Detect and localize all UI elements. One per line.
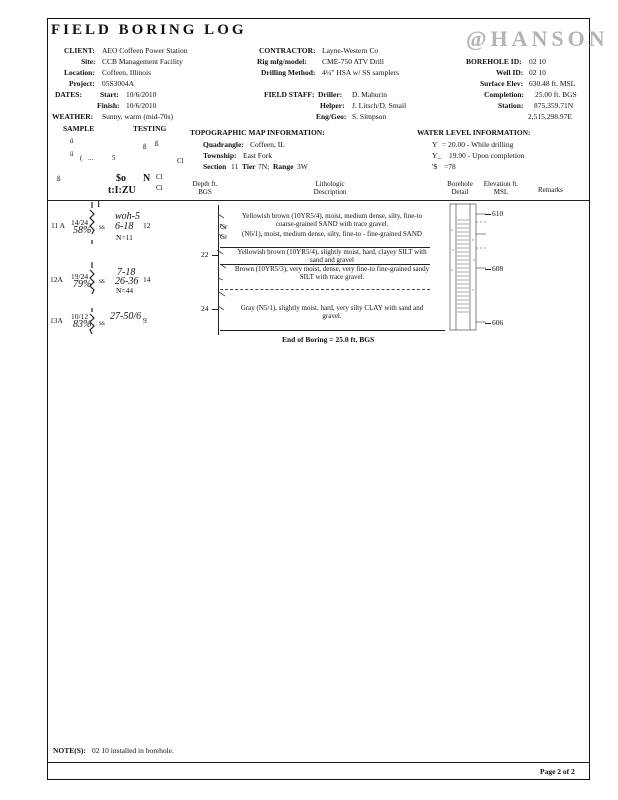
- n-value: N=44: [116, 286, 134, 295]
- water-symbol: Y_: [432, 151, 442, 160]
- lithologic-column-header: Lithologic Description: [313, 180, 347, 196]
- page-title: FIELD BORING LOG: [51, 22, 247, 38]
- sample-glyph: ß: [57, 175, 61, 183]
- contractor-label: CONTRACTOR:: [259, 46, 316, 55]
- page-number: Page 2 of 2: [540, 767, 575, 776]
- sample-glyph: N: [143, 173, 151, 184]
- n-value: N=11: [116, 233, 133, 242]
- township-label: Township:: [203, 151, 237, 160]
- borehole-detail-graphic: [440, 200, 488, 332]
- sample-type: ss: [99, 222, 105, 231]
- sample-glyph: Cl: [156, 173, 163, 181]
- surface-elev-value: 630.48 ft. MSL: [529, 79, 576, 88]
- water-level-text: =78: [444, 162, 456, 171]
- log-header-divider: [48, 200, 589, 201]
- field-staff-label: FIELD STAFF:: [264, 90, 315, 99]
- finish-label: Finish:: [97, 101, 120, 110]
- sample-glyph: ß: [143, 143, 147, 151]
- water-level-text: = 20.00 - While drilling: [442, 140, 514, 149]
- remarks-column-header: Remarks: [538, 186, 563, 194]
- sample-glyph: ü: [70, 150, 74, 158]
- range-label: Range: [273, 162, 294, 171]
- elevation-tick: [485, 323, 491, 324]
- sample-recovery: 19/24: [71, 272, 89, 281]
- station-value: 875,359.71N: [534, 101, 574, 110]
- station-value-east: 2,515,298.97E: [528, 112, 572, 121]
- elevation-column-header: Elevation ft. MSL: [483, 180, 519, 196]
- completion-value: 25.00 ft. BGS: [535, 90, 577, 99]
- depth-mark: 24: [201, 304, 209, 313]
- eng-label: Eng/Geo:: [316, 112, 347, 121]
- sample-recovery: 10/12: [71, 312, 89, 321]
- lithology-description: Gray (N5/1), slightly moist, hard, very silty CLAY with sand and gravel.: [240, 304, 424, 321]
- blow-counts: 6-18: [115, 221, 134, 232]
- range-value: 3W: [297, 162, 308, 171]
- dates-label: DATES:: [55, 90, 82, 99]
- sample-glyph: I: [97, 199, 101, 210]
- depth-column-header: Depth ft. BGS: [192, 180, 218, 196]
- borehole-id-label: BOREHOLE ID:: [466, 57, 522, 66]
- sample-glyph: 5: [112, 154, 116, 162]
- sample-glyph: ...: [88, 154, 94, 162]
- pid-value: 12: [143, 221, 151, 230]
- sample-glyph: $o: [116, 173, 126, 184]
- quadrangle-label: Quadrangle:: [203, 140, 244, 149]
- blow-counts: 27-50/6: [110, 311, 142, 322]
- start-label: Start:: [100, 90, 119, 99]
- contractor-value: Layne-Western Co: [322, 46, 379, 55]
- driller-value: D. Mahurin: [352, 90, 387, 99]
- pid-value: 9: [143, 316, 147, 325]
- sample-id: 12A: [50, 275, 63, 284]
- site-value: CCB Management Facility: [102, 57, 183, 66]
- well-id-value: 02 10: [529, 68, 546, 77]
- eng-value: S. Simpson: [352, 112, 387, 121]
- lithology-code: Gr: [220, 233, 228, 241]
- water-symbol: '$: [432, 162, 438, 171]
- footer-divider: [48, 762, 589, 763]
- quadrangle-value: Coffeen, IL: [250, 140, 285, 149]
- borehole-id-value: 02 10: [529, 57, 546, 66]
- location-label: Location:: [64, 68, 95, 77]
- sample-percent: 58%: [73, 225, 92, 236]
- blow-counts: woh-5: [115, 211, 140, 222]
- sample-percent: 83%: [73, 319, 92, 330]
- tier-value: 7N;: [258, 162, 270, 171]
- well-id-label: Well ID:: [496, 68, 524, 77]
- strata-boundary: [220, 289, 430, 290]
- surface-elev-label: Surface Elev:: [480, 79, 524, 88]
- water-level-header: WATER LEVEL INFORMATION:: [417, 128, 531, 137]
- method-value: 4¼" HSA w/ SS samplers: [322, 68, 400, 77]
- strata-boundary: [220, 330, 445, 331]
- township-value: East Fork: [243, 151, 272, 160]
- completion-label: Completion:: [484, 90, 524, 99]
- elevation-mark: 610: [492, 209, 504, 218]
- end-of-boring: End of Boring = 25.0 ft. BGS: [282, 335, 375, 344]
- company-logo: @HANSON: [466, 26, 609, 51]
- elevation-mark: 606: [492, 318, 504, 327]
- sample-id: 13A: [50, 316, 63, 325]
- lithology-pattern: [214, 210, 238, 330]
- notes-label: NOTE(S):: [53, 746, 86, 755]
- site-label: Site:: [81, 57, 96, 66]
- sample-type: ss: [99, 276, 105, 285]
- sample-recovery: 14/24: [71, 218, 89, 227]
- sample-glyph: t:I:ZU: [108, 185, 136, 196]
- sample-percent: 79%: [73, 279, 92, 290]
- helper-label: Helper:: [320, 101, 345, 110]
- client-label: CLIENT:: [64, 46, 95, 55]
- section-label: Section: [203, 162, 227, 171]
- topo-header: TOPOGRAPHIC MAP INFORMATION:: [190, 128, 325, 137]
- water-level-text: 19.90 - Upon completion: [449, 151, 525, 160]
- rig-value: CME-750 ATV Drill: [322, 57, 384, 66]
- client-value: AEO Coffeen Power Station: [102, 46, 188, 55]
- elevation-tick: [485, 214, 491, 215]
- notes-text: 02 10 installed in borehole.: [92, 746, 174, 755]
- depth-mark: 22: [201, 250, 209, 259]
- sample-glyph: Cl: [156, 184, 163, 192]
- blow-counts: 26-36: [115, 276, 139, 287]
- sample-glyph: (: [80, 154, 83, 162]
- section-value: 11: [231, 162, 239, 171]
- sample-id: 11 A: [51, 221, 66, 230]
- elevation-mark: 608: [492, 264, 504, 273]
- tier-label: Tier: [242, 162, 256, 171]
- elevation-tick: [485, 269, 491, 270]
- sample-interval-marks: [84, 200, 100, 340]
- borehole-detail-column-header: Borehole Detail: [447, 180, 473, 196]
- lithology-description: Brown (10YR5/3), very moist, dense, very fine-to fine-grained sandy SILT with trace gravel.: [234, 265, 430, 282]
- weather-label: WEATHER:: [52, 112, 94, 121]
- sample-type: ss: [99, 318, 105, 327]
- testing-header: TESTING: [133, 124, 167, 133]
- rig-label: Rig mfg/model:: [257, 57, 307, 66]
- station-label: Station:: [498, 101, 524, 110]
- project-label: Project:: [69, 79, 95, 88]
- method-label: Drilling Method:: [261, 68, 316, 77]
- lithology-description: (N6/1), moist, medium dense, silty, fine-to - fine-grained SAND: [242, 230, 422, 238]
- lithology-description: Yellowish brown (10YR5/4), moist, medium dense, silty, fine-to coarse-grained SAND with trace gravel.: [241, 212, 423, 229]
- start-value: 10/6/2010: [126, 90, 157, 99]
- helper-value: J. Litsch/D. Smail: [352, 101, 407, 110]
- sample-glyph: ü: [70, 137, 74, 145]
- location-value: Coffeen, Illinois: [102, 68, 152, 77]
- driller-label: Driller:: [318, 90, 343, 99]
- blow-counts: 7-18: [117, 267, 136, 278]
- sample-header: SAMPLE: [63, 124, 95, 133]
- water-symbol: Y: [432, 140, 438, 149]
- weather-value: Sunny, warm (mid-70s): [102, 112, 173, 121]
- project-value: 05S3004A: [102, 79, 135, 88]
- lithology-description: Yellowish brown (10YR5/4), slightly moist, hard, clayey SILT with sand and gravel: [237, 248, 427, 265]
- lithology-code: Gr: [220, 223, 228, 231]
- sample-glyph: ß: [155, 140, 159, 148]
- finish-value: 10/6/2010: [126, 101, 157, 110]
- sample-glyph: Cl: [177, 157, 184, 165]
- pid-value: 14: [143, 275, 151, 284]
